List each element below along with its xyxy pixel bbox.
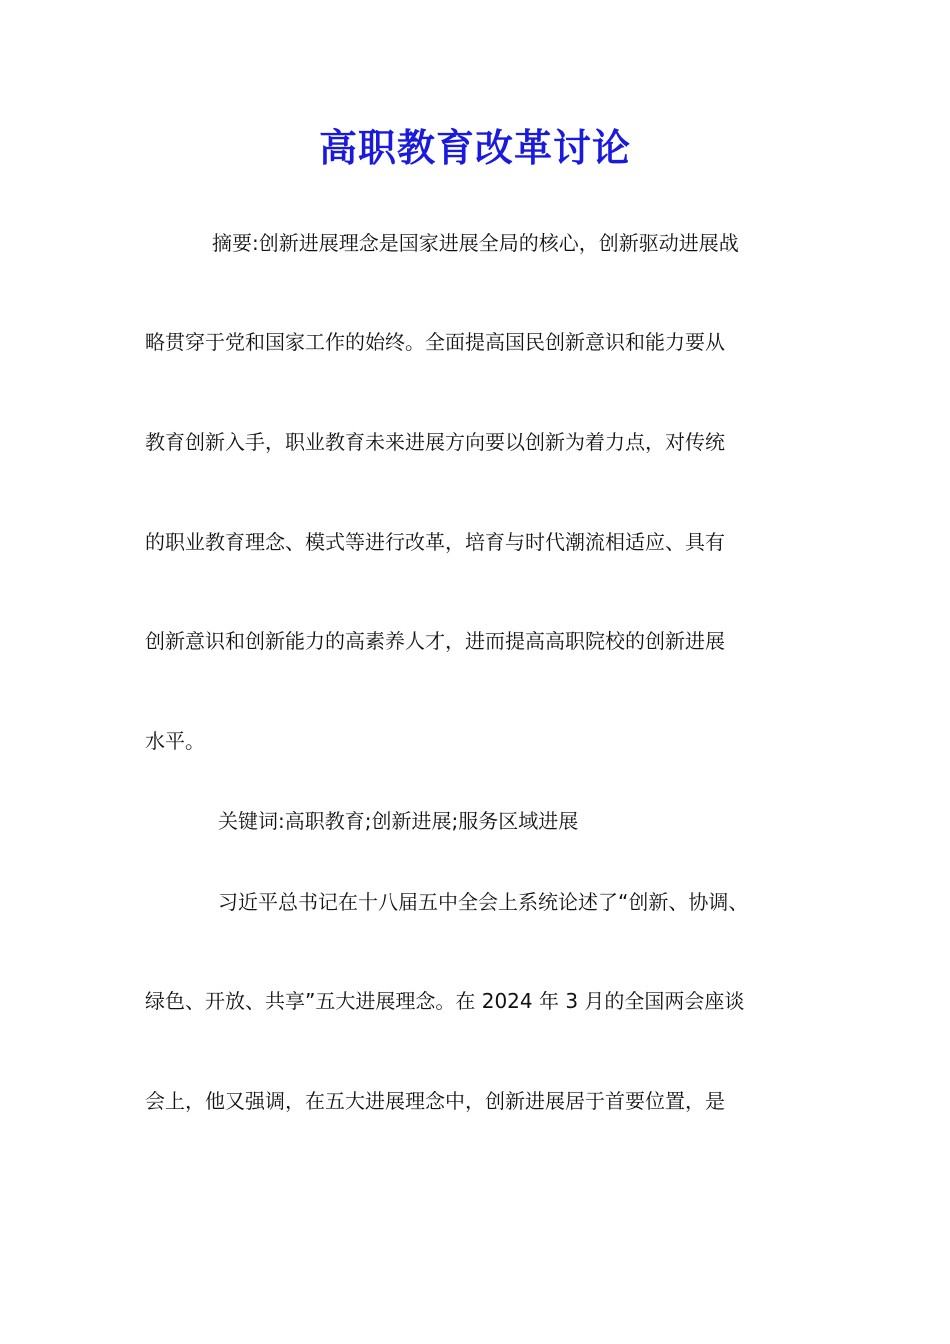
body-line-2: 绿色、开放、共享”五大进展理念。在 2024 年 3 月的全国两会座谈: [145, 989, 745, 1013]
abstract-line-5: 创新意识和创新能力的高素养人才，进而提高高职院校的创新进展: [145, 629, 725, 653]
abstract-line-3: 教育创新入手，职业教育未来进展方向要以创新为着力点，对传统: [145, 430, 725, 454]
abstract-line-4: 的职业教育理念、模式等进行改革，培育与时代潮流相适应、具有: [145, 530, 725, 554]
abstract-line-6: 水平。: [145, 729, 205, 753]
abstract-line-2: 略贯穿于党和国家工作的始终。全面提高国民创新意识和能力要从: [145, 330, 725, 354]
body-line-1: 习近平总书记在十八届五中全会上系统论述了“创新、协调、: [218, 890, 749, 914]
document-title: 高职教育改革讨论: [318, 125, 631, 170]
abstract-line-1: 摘要:创新进展理念是国家进展全局的核心，创新驱动进展战: [212, 231, 739, 255]
body-line-3: 会上，他又强调，在五大进展理念中，创新进展居于首要位置，是: [145, 1089, 725, 1113]
keywords-line: 关键词:高职教育;创新进展;服务区域进展: [218, 809, 579, 833]
